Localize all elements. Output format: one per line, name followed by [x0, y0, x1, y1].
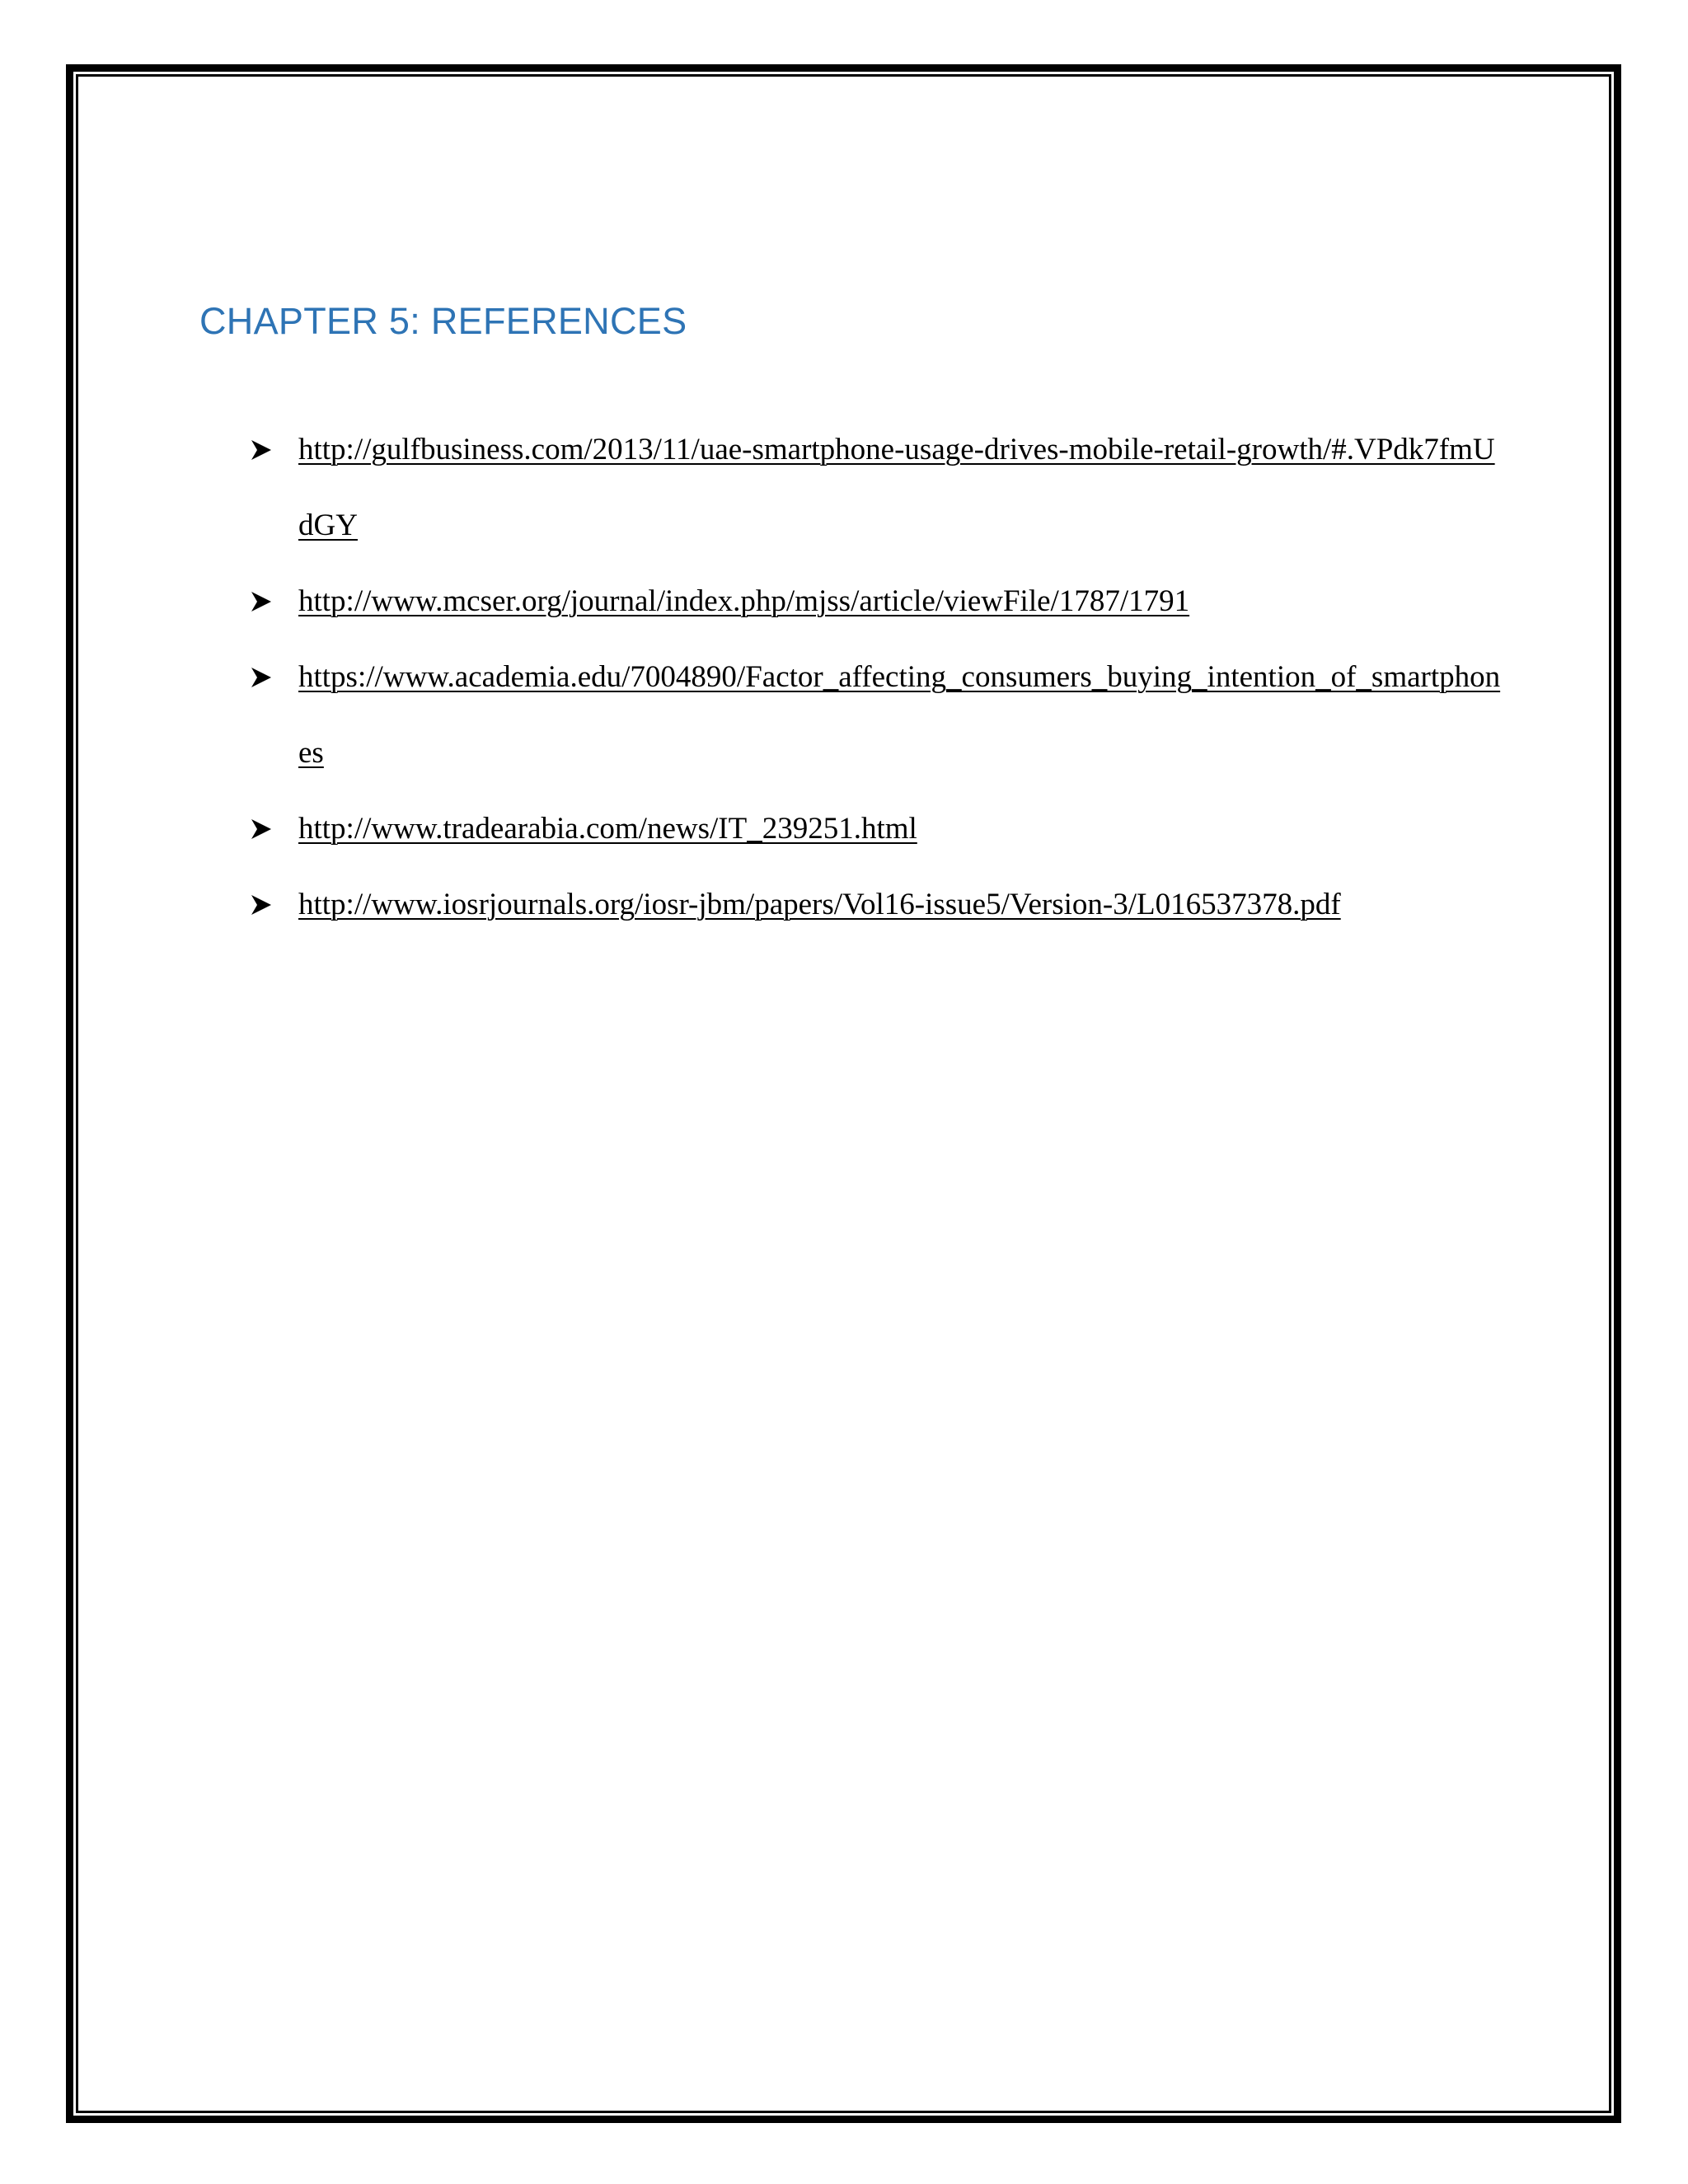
- reference-item: [251, 867, 1504, 943]
- reference-link[interactable]: http://www.iosrjournals.org/iosr-jbm/papers/Vol16-issue5/Version-3/L016537378.pdf: [298, 888, 1341, 921]
- arrowhead-bullet-icon: [251, 791, 273, 867]
- references-list: [251, 412, 1504, 943]
- reference-item: [251, 791, 1504, 867]
- chapter-heading: CHAPTER 5: REFERENCES: [199, 300, 687, 342]
- reference-item: [251, 564, 1504, 640]
- arrowhead-bullet-icon: [251, 640, 273, 715]
- arrowhead-bullet-icon: [251, 867, 273, 943]
- reference-item: [251, 640, 1504, 791]
- reference-link[interactable]: http://www.mcser.org/journal/index.php/mjss/article/viewFile/1787/1791: [298, 584, 1190, 618]
- reference-link[interactable]: http://www.tradearabia.com/news/IT_239251.html: [298, 812, 917, 846]
- reference-link[interactable]: http://gulfbusiness.com/2013/11/uae-smartphone-usage-drives-mobile-retail-growth/#.VPdk7fmUdGY: [298, 433, 1495, 542]
- reference-link[interactable]: https://www.academia.edu/7004890/Factor_affecting_consumers_buying_intention_of_smartphones: [298, 660, 1501, 770]
- page-border-inner: [76, 74, 1611, 2113]
- reference-item: [251, 412, 1504, 564]
- arrowhead-bullet-icon: [251, 564, 273, 640]
- arrowhead-bullet-icon: [251, 412, 273, 488]
